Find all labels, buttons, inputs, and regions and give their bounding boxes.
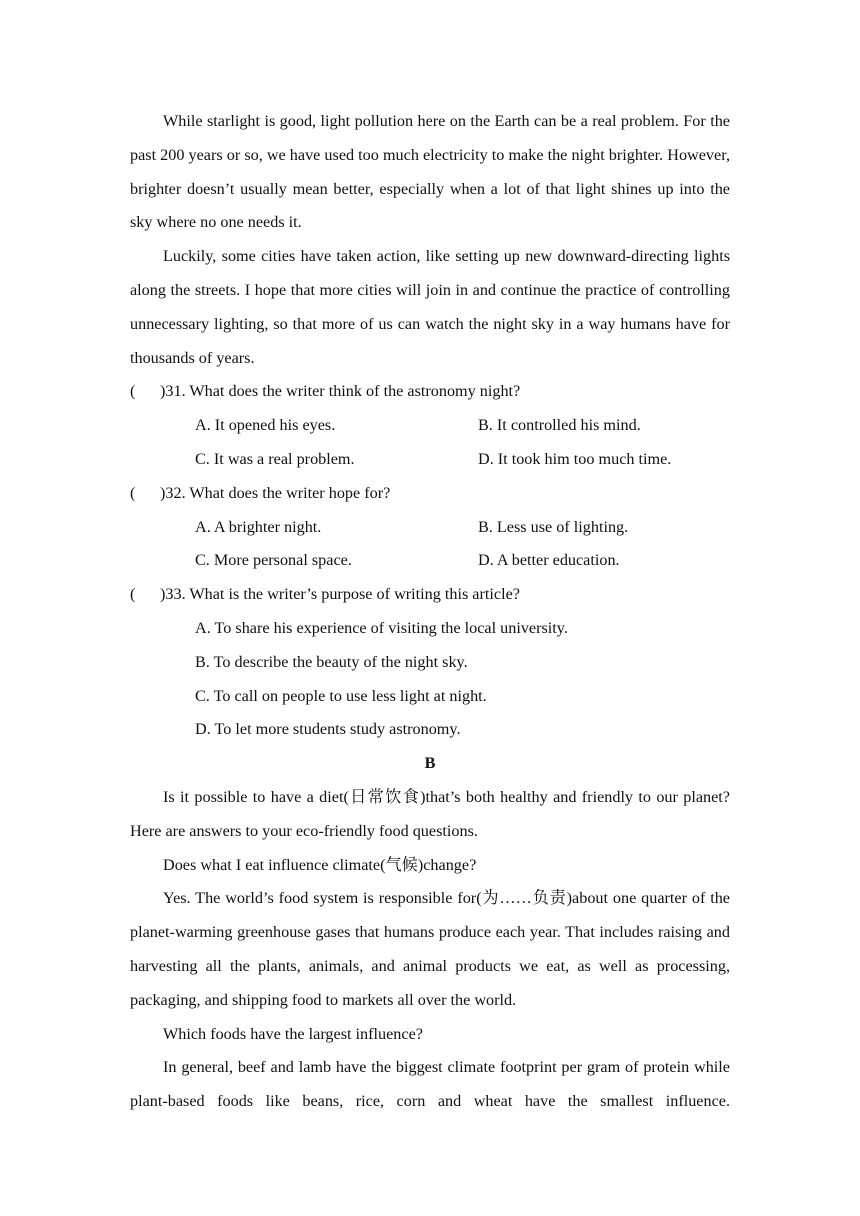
option-row [130, 409, 730, 443]
option-c: C. It was a real problem. [195, 449, 355, 468]
passage-paragraph: Yes. The world’s food system is responsible for(为……负责)about one quarter of the planet-warming greenhouse gases that humans produce each year. That includes raising and harvesting all the plants, animals, and animal products we eat, as well as processing, packaging, and shipping food to markets all over the world. [130, 889, 730, 1009]
passage-subheading: Does what I eat influence climate(气候)change? [163, 855, 477, 874]
option-b: B. It controlled his mind. [478, 416, 641, 435]
option-row [130, 511, 730, 545]
passage-subheading: Which foods have the largest influence? [163, 1024, 423, 1043]
option-a: A. To share his experience of visiting the local university. [195, 618, 568, 637]
passage-paragraph: Is it possible to have a diet(日常饮食)that’s both healthy and friendly to our planet? Here are answers to your eco-friendly food questions. [130, 787, 730, 840]
question-text: )33. What is the writer’s purpose of writing this article? [160, 585, 520, 604]
option-d: D. It took him too much time. [478, 449, 672, 468]
passage-paragraph: Luckily, some cities have taken action, like setting up new downward-directing lights along the streets. I hope that more cities will join in and continue the practice of controlling unnecessary lighting, so that more of us can watch the night sky in a way humans have for thousands of years. [130, 247, 730, 367]
question-text: )32. What does the writer hope for? [160, 483, 391, 502]
page-content [130, 105, 730, 1119]
question-31 [130, 375, 730, 476]
question-33 [130, 578, 730, 747]
option-c: C. To call on people to use less light at night. [195, 686, 487, 705]
answer-blank[interactable]: ( [130, 483, 136, 502]
question-text: )31. What does the writer think of the astronomy night? [160, 382, 521, 401]
question-stem [130, 477, 730, 511]
passage-paragraph: While starlight is good, light pollution here on the Earth can be a real problem. For the past 200 years or so, we have used too much electricity to make the night brighter. However, brighter doesn’t usually mean better, especially when a lot of that light shines up into the sky where no one needs it. [130, 112, 730, 232]
option-a: A. It opened his eyes. [195, 416, 336, 435]
question-stem [130, 375, 730, 409]
question-stem [130, 578, 730, 612]
answer-blank[interactable]: ( [130, 585, 136, 604]
option-b: B. To describe the beauty of the night sky. [195, 652, 468, 671]
section-title: B [424, 754, 436, 773]
option-row [130, 544, 730, 578]
option-d: D. A better education. [478, 551, 620, 570]
option-d: D. To let more students study astronomy. [195, 720, 461, 739]
option-c: C. More personal space. [195, 551, 352, 570]
question-32 [130, 477, 730, 578]
answer-blank[interactable]: ( [130, 382, 136, 401]
option-row [130, 443, 730, 477]
option-a: A. A brighter night. [195, 517, 322, 536]
passage-paragraph: In general, beef and lamb have the biggest climate footprint per gram of protein while plant-based foods like beans, rice, corn and wheat have the smallest influence. [130, 1058, 730, 1111]
option-b: B. Less use of lighting. [478, 517, 629, 536]
